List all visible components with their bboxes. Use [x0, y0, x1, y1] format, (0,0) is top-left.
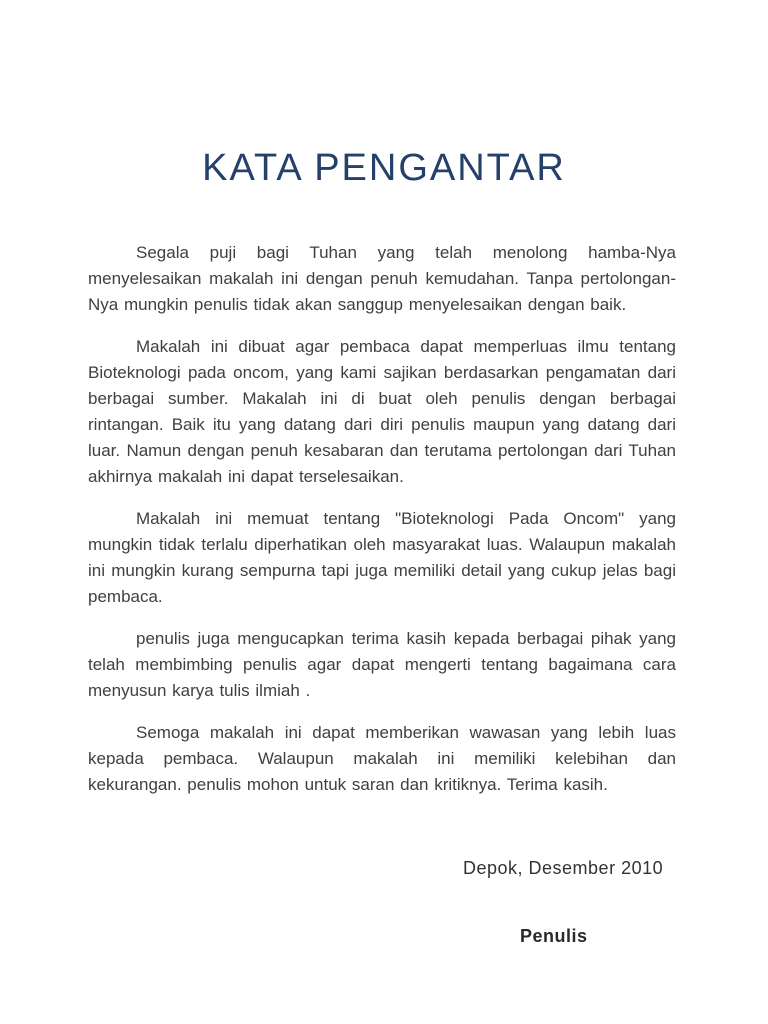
paragraph-4: penulis juga mengucapkan terima kasih kepada berbagai pihak yang telah membimbing penulis agar dapat mengerti tentang bagaimana cara menyusun karya tulis ilmiah .: [88, 629, 676, 700]
signoff-author: Penulis: [520, 926, 588, 946]
paragraph-5: Semoga makalah ini dapat memberikan wawasan yang lebih luas kepada pembaca. Walaupun makalah ini memiliki kelebihan dan kekurangan. penulis mohon untuk saran dan kritiknya. Terima kasih.: [88, 723, 676, 794]
document-body: [88, 240, 676, 814]
paragraph-2: Makalah ini dibuat agar pembaca dapat memperluas ilmu tentang Bioteknologi pada oncom, yang kami sajikan berdasarkan pengamatan dari berbagai sumber. Makalah ini di buat oleh penulis dengan berbagai rintangan. Baik itu yang datang dari diri penulis maupun yang datang dari luar. Namun dengan penuh kesabaran dan terutama pertolongan dari Tuhan akhirnya makalah ini dapat terselesaikan.: [88, 337, 676, 486]
paragraph-1: Segala puji bagi Tuhan yang telah menolong hamba-Nya menyelesaikan makalah ini dengan penuh kemudahan. Tanpa pertolongan-Nya mungkin penulis tidak akan sanggup menyelesaikan dengan baik.: [88, 243, 676, 314]
paragraph-3: Makalah ini memuat tentang "Bioteknologi Pada Oncom" yang mungkin tidak terlalu diperhatikan oleh masyarakat luas. Walaupun makalah ini mungkin kurang sempurna tapi juga memiliki detail yang cukup jelas bagi pembaca.: [88, 509, 676, 606]
page-title: KATA PENGANTAR: [202, 147, 566, 189]
signoff-place-date: Depok, Desember 2010: [463, 858, 664, 878]
